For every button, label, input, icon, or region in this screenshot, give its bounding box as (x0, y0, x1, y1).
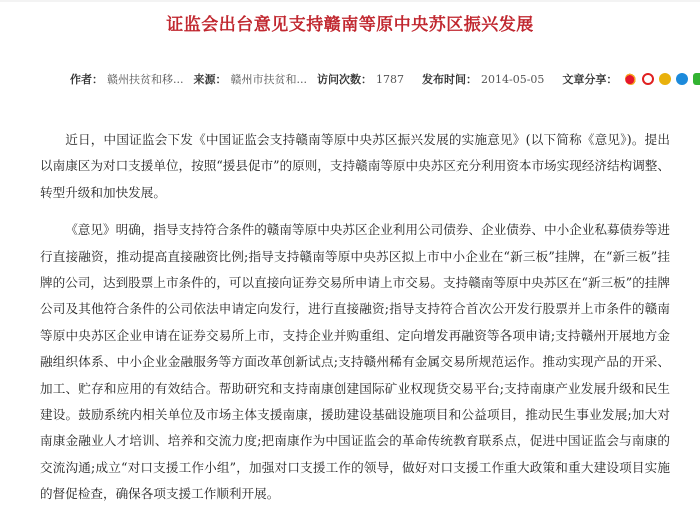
publish-date: 2014-05-05 (481, 72, 545, 86)
qzone-icon[interactable] (659, 73, 671, 85)
share-icons (625, 73, 700, 85)
article-title: 证监会出台意见支持赣南等原中央苏区振兴发展 (166, 15, 534, 35)
paragraph-1: 近日，中国证监会下发《中国证监会支持赣南等原中央苏区振兴发展的实施意见》(以下简称《意见》)。提出以南康区为对口支援单位，按照“援县促市”的原则，支持赣南等原中央苏区充分利用资本市场实现经济结构调整、转型升级和加快发展。 (40, 132, 670, 200)
views-label: 访问次数： (317, 73, 372, 86)
views-count: 1787 (376, 72, 404, 86)
source-label: 来源： (193, 73, 227, 86)
tencent-weibo-icon[interactable] (642, 73, 654, 85)
author-value: 赣州扶贫和移... (107, 73, 184, 86)
pengyou-icon[interactable] (676, 73, 688, 85)
weibo-icon[interactable] (625, 73, 637, 85)
wechat-icon[interactable] (693, 73, 700, 85)
paragraph-2: 《意见》明确，指导支持符合条件的赣南等原中央苏区企业利用公司债券、企业债券、中小企业私募债券等进行直接融资，推动提高直接融资比例;指导支持赣南等原中央苏区拟上市中小企业在“新三板”挂牌，在“新三板”挂牌的公司，达到股票上市条件的，可以直接向证券交易所申请上市交易。支持赣南等原中央苏区在“新三板”的挂牌公司及其他符合条件的公司依法申请定向发行，进行直接融资;指导支持符合首次公开发行股票并上市条件的赣南等原中央苏区企业申请在证券交易所上市，支持企业并购重组、定向增发再融资等各项申请;支持赣州开展地方金融组织体系、中小企业金融服务等方面改革创新试点;支持赣州稀有金属交易所规范运作。推动实现产品的开采、加工、贮存和应用的有效结合。帮助研究和支持南康创建国际矿业权现货交易平台;支持南康产业发展升级和民生建设。鼓励系统内相关单位及市场主体支援南康，援助建设基础设施项目和公益项目，推动民生事业发展;加大对南康金融业人才培训、培养和交流力度;把南康作为中国证监会的革命传统教育联系点，促进中国证监会与南康的交流沟通;成立“对口支援工作小组”，加强对口支援工作的领导，做好对口支援工作重大政策和重大建设项目实施的督促检查，确保各项支援工作顺利开展。 (40, 222, 670, 502)
author-label: 作者： (70, 73, 103, 86)
article-meta (70, 70, 700, 88)
top-divider (0, 0, 700, 2)
source-value: 赣州市扶贫和... (230, 73, 307, 86)
date-label: 发布时间： (422, 73, 477, 86)
share-label: 文章分享： (562, 73, 618, 86)
article-body (40, 127, 670, 519)
